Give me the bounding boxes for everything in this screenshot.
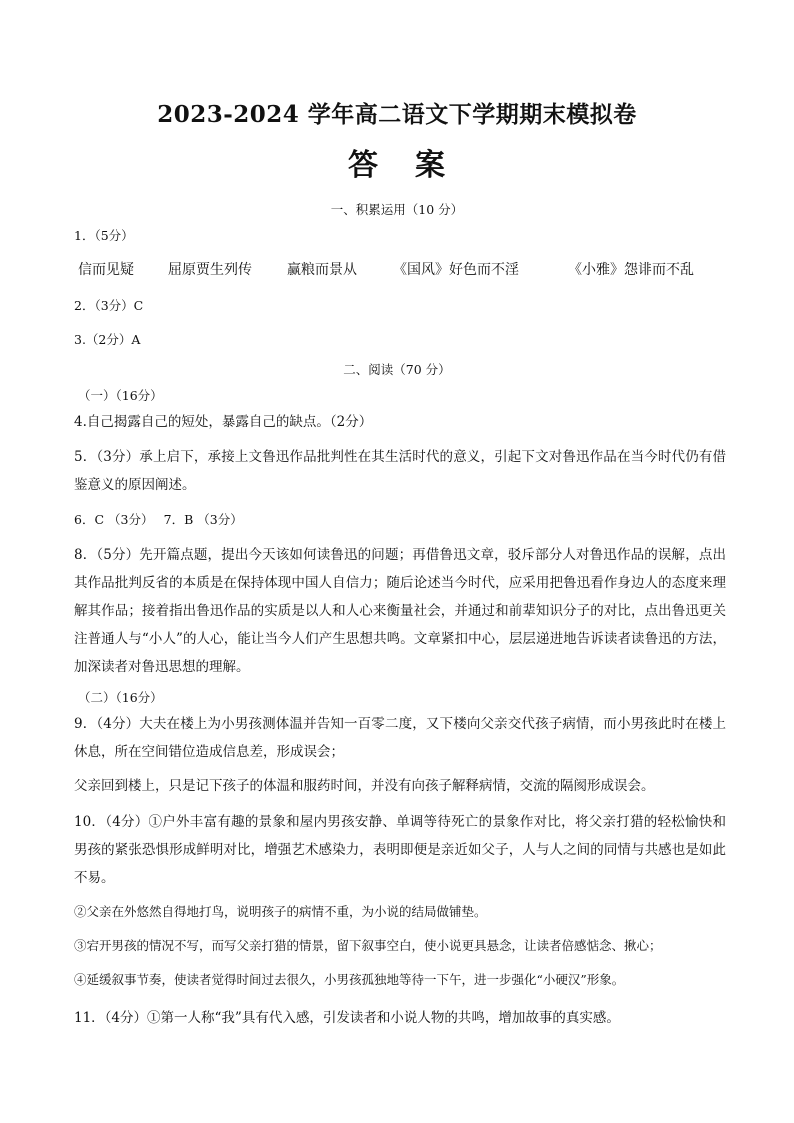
q8-answer: 8．（5分）先开篇点题，提出今天该如何读鲁迅的问题；再借鲁迅文章，驳斥部分人对鲁迅作品的误解，点出其作品批判反省的本质是在保持体现中国人自信力；随后论述当今时代，应采用把鲁迅看作身边人的态度来理解其作品；接着指出鲁迅作品的实质是以人和人心来衡量社会，并通过和前辈知识分子的对比，点出鲁迅更关注普通人与“小人”的人心，能让当今人们产生思想共鸣。文章紧扣中心，层层递进地告诉读者读鲁迅的方法，加深读者对鲁迅思想的理解。: [74, 547, 726, 675]
answer-heading: [0, 140, 794, 184]
q10-answer-part-c: ③宕开男孩的情况不写，而写父亲打猎的情景，留下叙事空白，使小说更具悬念，让读者倍感惦念、揪心；: [74, 938, 662, 953]
q10-answer-part-a: 10．（4分）①户外丰富有趣的景象和屋内男孩安静、单调等待死亡的景象作对比，将父亲打猎的轻松愉快和男孩的紧张恐惧形成鲜明对比，增强艺术感染力，表明即便是亲近如父子，人与人之间的同情与共感也是如此不易。: [74, 814, 726, 886]
q1-label: 1．（5分）: [74, 228, 134, 243]
q9-answer-part-a: 9．（4分）大夫在楼上为小男孩测体温并告知一百零二度，又下楼向父亲交代孩子病情，而小男孩此时在楼上休息，所在空间错位造成信息差，形成误会；: [74, 716, 726, 760]
q10-answer-part-d: ④延缓叙事节奏，使读者觉得时间过去很久，小男孩孤独地等待一下午，进一步强化“小硬汉”形象。: [74, 972, 625, 987]
q4-answer: 4.自己揭露自己的短处，暴露自己的缺点。（2分）: [74, 414, 373, 430]
q9-answer-part-b: 父亲回到楼上，只是记下孩子的体温和服药时间，并没有向孩子解释病情，交流的隔阂形成误会。: [74, 778, 655, 794]
q1-answer-5: 《小雅》怨诽而不乱: [568, 262, 694, 278]
q11-answer: 11．（4分）①第一人称“我”具有代入感，引发读者和小说人物的共鸣，增加故事的真实感。: [74, 1010, 620, 1026]
q1-answer-3: 赢粮而景从: [287, 262, 357, 278]
q10-answer-part-b: ②父亲在外悠然自得地打鸟，说明孩子的病情不重，为小说的结局做铺垫。: [74, 904, 487, 919]
q1-answer-2: 屈原贾生列传: [168, 262, 252, 278]
answer-heading-char-2: 案: [415, 148, 446, 183]
q3-answer: 3.（2分）A: [74, 332, 141, 347]
q2-answer: 2．（3分）C: [74, 298, 144, 313]
section-1-heading: 一、积累运用（10 分）: [330, 202, 464, 217]
q1-answer-4: 《国风》好色而不淫: [393, 262, 519, 278]
q5-answer: 5．（3分）承上启下，承接上文鲁迅作品批判性在其生活时代的意义，引起下文对鲁迅作品在当今时代仍有借鉴意义的原因阐述。: [74, 449, 726, 493]
document-title: 2023-2024 学年高二语文下学期期末模拟卷: [157, 101, 637, 128]
part-2-label: （二）（16分）: [78, 690, 163, 705]
answer-heading-char-1: 答: [348, 148, 379, 183]
q1-answer-1: 信而见疑: [78, 262, 134, 278]
q6-q7-answers: 6．C （3分） 7．B （3分）: [74, 512, 243, 527]
section-2-heading: 二、阅读（70 分）: [343, 362, 451, 377]
part-1-label: （一）（16分）: [78, 388, 163, 403]
